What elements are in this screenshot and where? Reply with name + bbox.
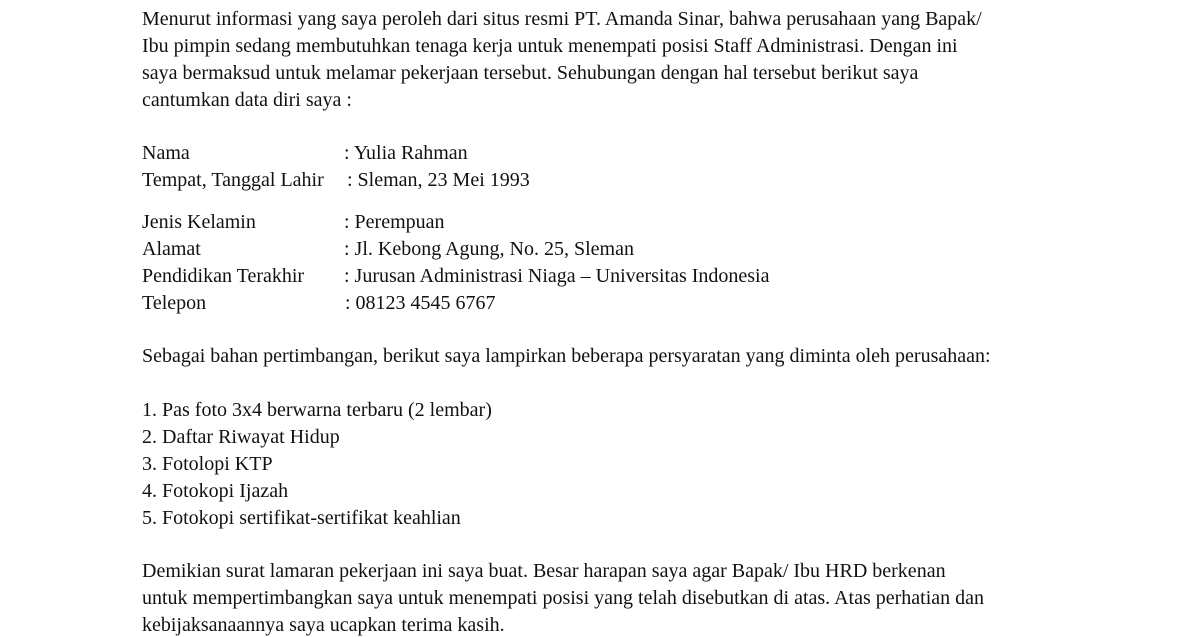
closing-line-2: untuk mempertimbangkan saya untuk menempati posisi yang telah disebutkan di atas. Atas perhatian dan: [142, 587, 985, 609]
attachments-intro: Sebagai bahan pertimbangan, berikut saya lampirkan beberapa persyaratan yang diminta oleh perusahaan:: [142, 345, 991, 367]
field-label-nama: Nama: [142, 142, 190, 164]
intro-line-4: cantumkan data diri saya :: [142, 89, 352, 111]
attachment-item-1: 1. Pas foto 3x4 berwarna terbaru (2 lembar): [142, 399, 492, 421]
field-value-ttl: : Sleman, 23 Mei 1993: [347, 169, 530, 191]
field-label-pendidikan: Pendidikan Terakhir: [142, 265, 305, 287]
attachment-item-4: 4. Fotokopi Ijazah: [142, 480, 289, 502]
field-label-ttl: Tempat, Tanggal Lahir: [142, 169, 324, 191]
field-value-jenis-kelamin: : Perempuan: [344, 211, 445, 233]
field-value-pendidikan: : Jurusan Administrasi Niaga – Universitas Indonesia: [344, 265, 770, 287]
field-value-telepon: : 08123 4545 6767: [345, 292, 496, 314]
letter-page: [142, 0, 1142, 636]
intro-line-3: saya bermaksud untuk melamar pekerjaan tersebut. Sehubungan dengan hal tersebut berikut saya: [142, 62, 919, 84]
attachment-item-5: 5. Fotokopi sertifikat-sertifikat keahlian: [142, 507, 461, 529]
field-label-alamat: Alamat: [142, 238, 201, 260]
closing-line-1: Demikian surat lamaran pekerjaan ini saya buat. Besar harapan saya agar Bapak/ Ibu HRD berkenan: [142, 560, 946, 582]
field-label-jenis-kelamin: Jenis Kelamin: [142, 211, 256, 233]
attachment-item-3: 3. Fotolopi KTP: [142, 453, 273, 475]
field-label-telepon: Telepon: [142, 292, 207, 314]
intro-line-1: Menurut informasi yang saya peroleh dari situs resmi PT. Amanda Sinar, bahwa perusahaan yang Bapak/: [142, 8, 982, 30]
field-value-nama: : Yulia Rahman: [344, 142, 468, 164]
closing-line-3: kebijaksanaannya saya ucapkan terima kasih.: [142, 614, 505, 636]
intro-line-2: Ibu pimpin sedang membutuhkan tenaga kerja untuk menempati posisi Staff Administrasi. Dengan ini: [142, 35, 958, 57]
attachment-item-2: 2. Daftar Riwayat Hidup: [142, 426, 340, 448]
field-value-alamat: : Jl. Kebong Agung, No. 25, Sleman: [344, 238, 634, 260]
